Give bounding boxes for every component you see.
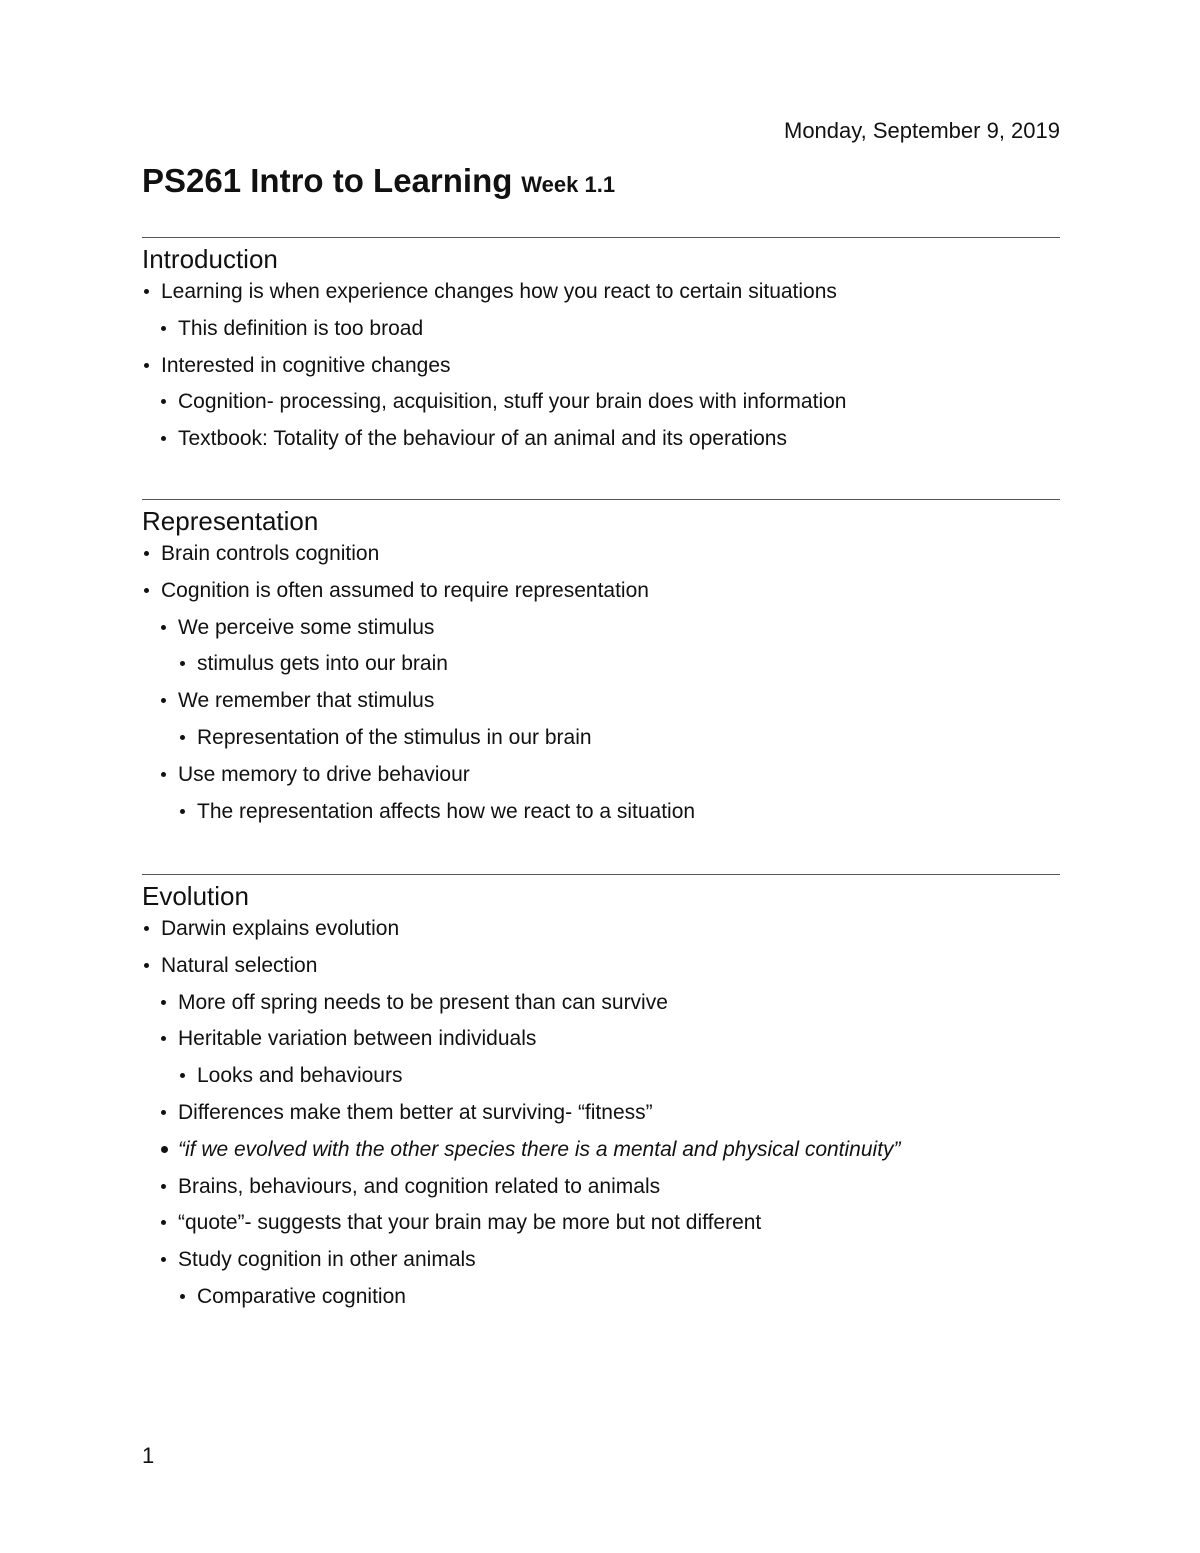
list-item (142, 616, 1060, 653)
list-item-text: Brains, behaviours, and cognition related to animals (178, 1174, 661, 1198)
list-item (142, 726, 1060, 763)
list-item (142, 1175, 1060, 1212)
bullet-icon (180, 1294, 185, 1299)
list-item-text: Darwin explains evolution (161, 917, 400, 940)
list-item-text: “if we evolved with the other species there is a mental and physical continuity” (178, 1137, 901, 1161)
list-item (142, 390, 1060, 427)
bullet-icon (180, 1073, 185, 1078)
bullet-icon (161, 1036, 166, 1041)
bullet-icon (161, 772, 166, 777)
bullet-icon (161, 1184, 166, 1189)
bullet-icon (161, 399, 166, 404)
list-item-text: Brain controls cognition (161, 542, 380, 565)
document-title (142, 161, 615, 201)
list-item-text: More off spring needs to be present than can survive (178, 990, 668, 1014)
list-item-text: Cognition- processing, acquisition, stuff your brain does with information (178, 390, 847, 414)
list-item (142, 1101, 1060, 1138)
bullet-icon (161, 326, 166, 331)
document-date: Monday, September 9, 2019 (784, 118, 1060, 143)
bullet-icon (161, 1257, 166, 1262)
bullet-icon (161, 1110, 166, 1115)
bullet-icon (144, 551, 149, 556)
bullet-icon (161, 1146, 168, 1153)
bullet-icon (180, 809, 185, 814)
list-item (142, 1211, 1060, 1248)
bullet-icon (180, 735, 185, 740)
list-item-text: Textbook: Totality of the behaviour of an animal and its operations (178, 427, 787, 451)
list-item (142, 1027, 1060, 1064)
list-item-text: Use memory to drive behaviour (178, 762, 470, 786)
title-main: PS261 Intro to Learning (142, 162, 513, 199)
list-item-text: We remember that stimulus (178, 689, 435, 713)
list-item-text: This definition is too broad (178, 316, 424, 340)
section-heading: Evolution (142, 881, 249, 911)
list-item-text: Heritable variation between individuals (178, 1027, 537, 1051)
section-representation (142, 499, 1060, 836)
list-item (142, 542, 1060, 579)
title-subtitle: Week 1.1 (521, 172, 616, 197)
list-item (142, 763, 1060, 800)
list-item (142, 652, 1060, 689)
list-item-text: Representation of the stimulus in our brain (197, 725, 592, 749)
bullet-icon (144, 926, 149, 931)
bullet-icon (144, 289, 149, 294)
section-introduction (142, 237, 1060, 464)
list-item-text: Cognition is often assumed to require representation (161, 578, 649, 602)
list-item (142, 991, 1060, 1028)
list-item (142, 1285, 1060, 1322)
bullet-icon (161, 1220, 166, 1225)
list-item-text: stimulus gets into our brain (197, 652, 448, 676)
page-number: 1 (142, 1443, 155, 1468)
list-item-text: Interested in cognitive changes (161, 353, 451, 377)
bullet-icon (144, 363, 149, 368)
list-item (142, 1138, 1060, 1175)
list-item-text: We perceive some stimulus (178, 615, 435, 639)
bullet-icon (144, 963, 149, 968)
section-heading: Representation (142, 506, 319, 536)
list-item (142, 1248, 1060, 1285)
list-item (142, 1064, 1060, 1101)
list-item (142, 800, 1060, 837)
section-heading: Introduction (142, 244, 278, 274)
bullet-icon (144, 588, 149, 593)
bullet-icon (161, 1000, 166, 1005)
list-item-text: Natural selection (161, 953, 318, 977)
list-item-text: Comparative cognition (197, 1284, 406, 1308)
bullet-icon (161, 436, 166, 441)
list-item-text: “quote”- suggests that your brain may be more but not different (178, 1211, 762, 1235)
list-item-text: Study cognition in other animals (178, 1248, 476, 1272)
list-item (142, 917, 1060, 954)
list-item (142, 354, 1060, 391)
bullet-icon (161, 625, 166, 630)
list-item-text: The representation affects how we react to a situation (197, 799, 696, 823)
list-item-text: Differences make them better at surviving- “fitness” (178, 1100, 653, 1124)
section-evolution (142, 874, 1060, 1322)
list-item-text: Learning is when experience changes how you react to certain situations (161, 280, 837, 303)
bullet-icon (161, 698, 166, 703)
list-item (142, 280, 1060, 317)
list-item (142, 689, 1060, 726)
list-item (142, 427, 1060, 464)
list-item (142, 954, 1060, 991)
bullet-icon (180, 661, 185, 666)
list-item (142, 579, 1060, 616)
list-item (142, 317, 1060, 354)
list-item-text: Looks and behaviours (197, 1064, 403, 1088)
